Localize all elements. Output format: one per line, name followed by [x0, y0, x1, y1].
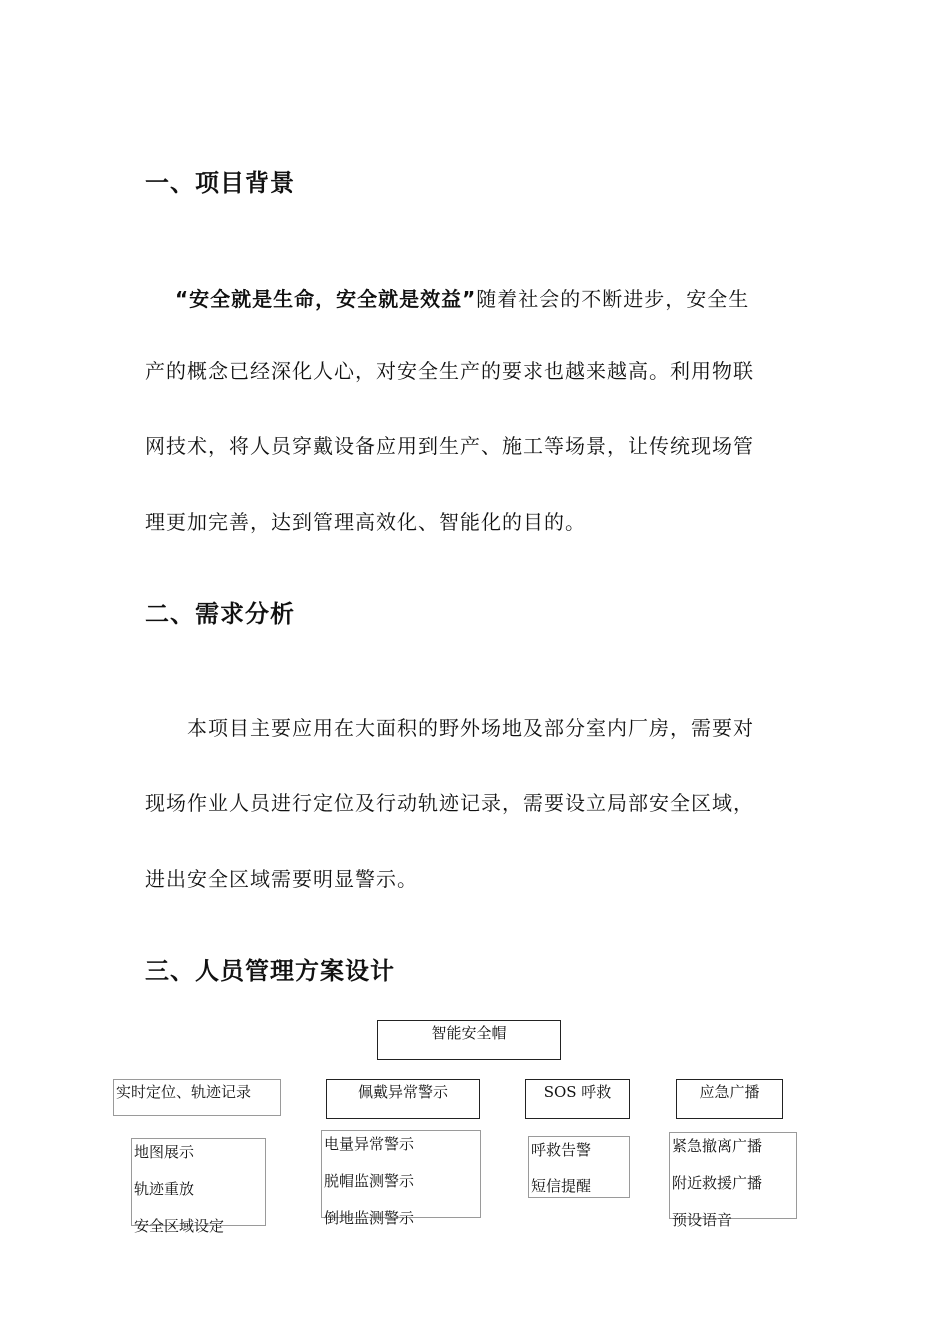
diagram-subitem: 地图展示: [134, 1143, 195, 1161]
paragraph-line: 产的概念已经深化人心，对安全生产的要求也越来越高。利用物联: [145, 359, 754, 383]
diagram-branch-box: [676, 1079, 783, 1119]
paragraph-line: 网技术，将人员穿戴设备应用到生产、施工等场景，让传统现场管: [145, 434, 754, 458]
diagram-branch-label: SOS 呼救: [543, 1083, 612, 1101]
paragraph-line: 进出安全区域需要明显警示。: [145, 867, 418, 891]
diagram-subitems-box: [669, 1132, 797, 1229]
diagram-subitem: 附近救援广播: [672, 1174, 763, 1192]
quote-text: “安全就是生命，安全就是效益”: [175, 287, 477, 311]
diagram-subitem: 轨迹重放: [134, 1180, 195, 1198]
diagram-subitems-box: [321, 1130, 481, 1227]
diagram-root-label: 智能安全帽: [431, 1024, 507, 1042]
diagram-branch-label: 实时定位、轨迹记录: [116, 1083, 252, 1101]
section-heading-requirements: 二、需求分析: [145, 600, 295, 628]
diagram-branch-label: 佩戴异常警示: [357, 1083, 448, 1101]
paragraph-line: 理更加完善，达到管理高效化、智能化的目的。: [145, 510, 586, 534]
diagram-root-box: [377, 1020, 561, 1060]
paragraph-line: 本项目主要应用在大面积的野外场地及部分室内厂房，需要对: [187, 716, 754, 740]
diagram-subitem: 呼救告警: [531, 1141, 592, 1159]
diagram-subitem: 电量异常警示: [324, 1135, 415, 1153]
diagram-branch-label: 应急广播: [699, 1083, 760, 1101]
section-heading-background: 一、项目背景: [145, 169, 295, 197]
diagram-subitem: 脱帽监测警示: [324, 1172, 415, 1190]
diagram-subitems-box: [528, 1136, 630, 1198]
diagram-subitem: 紧急撤离广播: [672, 1137, 763, 1155]
section-heading-design: 三、人员管理方案设计: [145, 957, 395, 985]
diagram-branch-box: [113, 1079, 281, 1116]
diagram-branch-box: [525, 1079, 630, 1119]
diagram-subitem: 倒地监测警示: [324, 1209, 415, 1227]
paragraph-line: 现场作业人员进行定位及行动轨迹记录，需要设立局部安全区域，: [145, 791, 754, 815]
diagram-subitems-box: [131, 1138, 266, 1235]
paragraph-text: 随着社会的不断进步，安全生: [476, 287, 750, 311]
diagram-subitem: 预设语音: [672, 1211, 733, 1229]
paragraph-line: [175, 283, 749, 312]
diagram-subitem: 短信提醒: [531, 1177, 592, 1195]
diagram-branch-box: [326, 1079, 480, 1119]
diagram-subitem: 安全区域设定: [134, 1217, 225, 1235]
